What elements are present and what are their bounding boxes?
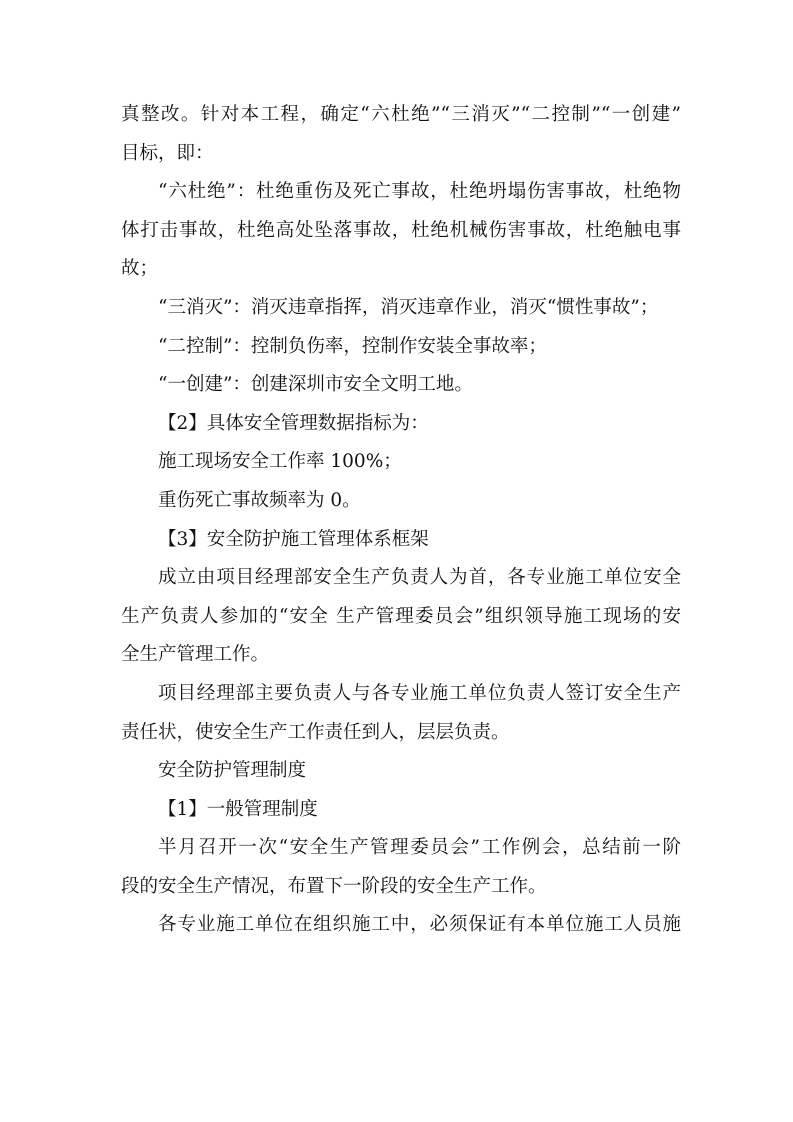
text-line: 各专业施工单位在组织施工中，必须保证有本单位施工人员施 (158, 914, 681, 936)
text-line: 故； (121, 258, 159, 280)
text-line: 重伤死亡事故频率为 0。 (158, 489, 361, 511)
text-line: 体打击事故，杜绝高处坠落事故，杜绝机械伤害事故，杜绝触电事 (121, 219, 681, 241)
text-line: “一创建”：创建深圳市安全文明工地。 (158, 374, 473, 396)
text-line: “三消灭”：消灭违章指挥，消灭违章作业，消灭“惯性事故”； (158, 296, 659, 318)
text-line: “六杜绝”：杜绝重伤及死亡事故，杜绝坍塌伤害事故，杜绝物 (158, 181, 681, 203)
text-line: “二控制”：控制负伤率，控制作安装全事故率； (158, 335, 547, 357)
text-line: 安全防护管理制度 (158, 760, 307, 782)
document-page (121, 96, 681, 945)
text-line: 成立由项目经理部安全生产负责人为首，各专业施工单位安全 (158, 567, 681, 589)
text-line: 责任状，使安全生产工作责任到人，层层负责。 (121, 721, 510, 743)
text-line: 生产负责人参加的“安全 生产管理委员会”组织领导施工现场的安 (121, 605, 681, 627)
text-line: 段的安全生产情况，布置下一阶段的安全生产工作。 (121, 875, 547, 897)
text-line: 施工现场安全工作率 100%； (158, 451, 402, 473)
text-line: 项目经理部主要负责人与各专业施工单位负责人签订安全生产 (158, 682, 681, 704)
text-line: 【1】一般管理制度 (158, 798, 318, 820)
text-line: 全生产管理工作。 (121, 644, 270, 666)
text-line: 目标，即： (121, 142, 214, 164)
text-line: 真整改。针对本工程，确定“六杜绝”“三消灭”“二控制”“一创建” (121, 104, 681, 125)
text-line: 【2】具体安全管理数据指标为： (158, 412, 429, 434)
text-line: 半月召开一次“安全生产管理委员会”工作例会，总结前一阶 (158, 837, 681, 859)
text-line: 【3】安全防护施工管理体系框架 (158, 528, 429, 550)
